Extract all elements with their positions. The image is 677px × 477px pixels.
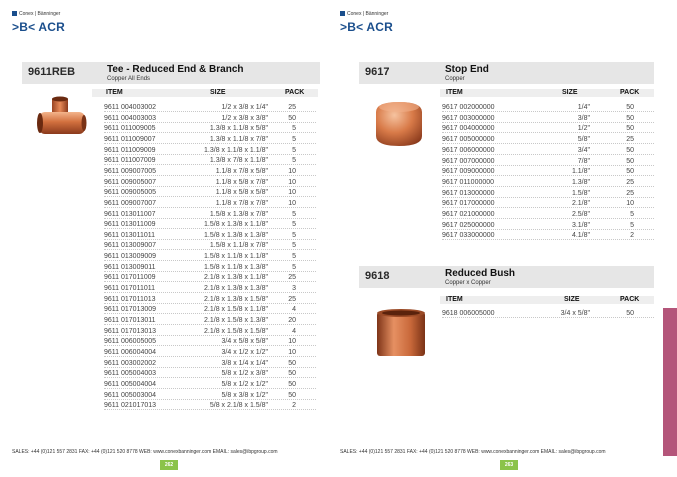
row-dotted-leader — [104, 345, 316, 346]
logo-square-icon — [12, 11, 17, 16]
brand-bottom-text: >B< ACR — [340, 20, 393, 34]
product-header-9611reb — [22, 62, 320, 84]
row-dotted-leader — [442, 229, 654, 230]
cell-item: 9611 009007005 — [104, 167, 157, 175]
cell-size: 1.5/8 x 1.3/8 x 1.1/8" — [204, 221, 268, 229]
cell-pack: 50 — [288, 114, 296, 122]
cell-item: 9611 013011007 — [104, 210, 156, 218]
cell-item: 9611 005003004 — [104, 391, 157, 399]
row-dotted-leader — [104, 377, 316, 378]
cell-size: 2.1/8 x 1.5/8 x 1.3/8" — [204, 317, 268, 324]
col-header-item: ITEM — [446, 89, 463, 96]
cell-pack: 50 — [626, 310, 634, 317]
footer-contact-left: SALES: +44 (0)121 557 2831 FAX: +44 (0)121 520 8778 WEB: www.conexbanninger.com EMAIL: sales@ibpgroup.com — [12, 449, 278, 455]
table-row — [104, 179, 316, 189]
table-row — [442, 200, 654, 210]
product-code: 9618 — [365, 270, 390, 282]
row-dotted-leader — [104, 164, 316, 165]
cell-pack: 50 — [288, 370, 296, 378]
cell-pack: 10 — [288, 338, 296, 346]
table-row — [442, 232, 654, 242]
cell-pack: 5 — [292, 210, 296, 218]
col-header-pack: PACK — [620, 89, 640, 96]
cell-item: 9617 006000000 — [442, 146, 495, 154]
brand-bottom-text: >B< ACR — [12, 20, 65, 34]
cell-item: 9617 021000000 — [442, 211, 495, 218]
cell-item: 9611 009007007 — [104, 199, 157, 207]
row-dotted-leader — [104, 239, 316, 240]
row-dotted-leader — [442, 165, 654, 166]
cell-size: 2.1/8 x 1.5/8 x 1.5/8" — [204, 327, 268, 335]
cell-pack: 5 — [292, 253, 296, 261]
cell-size: 1.5/8 x 1.3/8 x 7/8" — [209, 210, 268, 218]
cell-pack: 5 — [292, 157, 296, 165]
cell-item: 9611 011009005 — [104, 125, 156, 133]
table-row — [104, 349, 316, 359]
product-subtitle: Copper — [445, 76, 465, 82]
table-row — [104, 221, 316, 231]
table-row — [104, 392, 316, 402]
row-dotted-leader — [104, 228, 316, 229]
row-dotted-leader — [442, 111, 654, 112]
cell-size: 1.5/8 x 1.1/8 x 1.1/8" — [204, 253, 268, 261]
table-row — [104, 211, 316, 221]
table-row — [442, 115, 654, 125]
table-row — [442, 104, 654, 114]
table-row — [104, 328, 316, 338]
cell-item: 9617 017000000 — [442, 200, 495, 208]
row-dotted-leader — [104, 324, 316, 325]
cell-pack: 2 — [292, 402, 296, 410]
row-dotted-leader — [104, 292, 316, 293]
cell-size: 5/8 x 1/2 x 1/2" — [221, 380, 268, 388]
cell-size: 1/2 x 3/8 x 1/4" — [221, 104, 268, 111]
row-dotted-leader — [104, 281, 316, 282]
table-row — [104, 168, 316, 178]
table-row — [104, 370, 316, 380]
cell-size: 2.1/8 x 1.5/8 x 1.1/8" — [204, 306, 268, 314]
row-dotted-leader — [104, 122, 316, 123]
cell-pack: 10 — [288, 189, 296, 197]
table-row — [104, 242, 316, 252]
table-row — [104, 189, 316, 199]
row-dotted-leader — [104, 196, 316, 197]
footer-contact-right: SALES: +44 (0)121 557 2831 FAX: +44 (0)121 520 8778 WEB: www.conexbanninger.com EMAIL: sales@ibpgroup.com — [340, 449, 606, 455]
cell-item: 9611 013011011 — [104, 231, 155, 239]
cell-size: 5/8 x 1/2 x 3/8" — [221, 370, 268, 378]
table-row — [104, 381, 316, 391]
cell-pack: 5 — [292, 242, 296, 250]
cell-size: 2.1/8 x 1.3/8 x 1.3/8" — [204, 285, 268, 293]
row-dotted-leader — [442, 154, 654, 155]
cell-pack: 50 — [626, 125, 634, 133]
table-row — [442, 147, 654, 157]
cell-size: 1.3/8" — [571, 178, 590, 186]
cell-pack: 25 — [626, 136, 634, 144]
cell-size: 3/4" — [577, 146, 590, 154]
table-row — [442, 211, 654, 221]
cell-item: 9611 017013011 — [104, 317, 156, 324]
cell-pack: 5 — [292, 146, 296, 154]
col-header-pack: PACK — [285, 89, 305, 96]
cell-pack: 3 — [292, 285, 296, 293]
cell-pack: 25 — [288, 274, 296, 282]
row-dotted-leader — [104, 409, 316, 410]
row-dotted-leader — [104, 175, 316, 176]
table-row — [104, 253, 316, 263]
cell-pack: 2 — [630, 232, 634, 240]
table-row — [104, 285, 316, 295]
brand-top-text: Conex | Bänninger — [347, 11, 389, 17]
cell-item: 9611 013011009 — [104, 221, 156, 229]
row-dotted-leader — [442, 218, 654, 219]
cell-size: 1.3/8 x 1.1/8 x 1.1/8" — [204, 146, 268, 154]
cell-item: 9611 021017013 — [104, 402, 157, 410]
table-row — [442, 168, 654, 178]
col-header-size: SIZE — [564, 296, 580, 303]
cell-pack: 10 — [288, 178, 296, 186]
cell-pack: 10 — [626, 200, 634, 208]
table-header-9618 — [440, 296, 654, 304]
table-header-left — [92, 89, 318, 97]
cell-item: 9617 011000000 — [442, 178, 495, 186]
row-dotted-leader — [104, 249, 316, 250]
cell-size: 3.1/8" — [571, 221, 590, 229]
cell-item: 9617 013000000 — [442, 189, 495, 197]
table-row — [104, 317, 316, 327]
product-code: 9617 — [365, 66, 390, 78]
col-header-item: ITEM — [446, 296, 463, 303]
table-row — [442, 136, 654, 146]
row-dotted-leader — [104, 132, 316, 133]
table-row — [104, 360, 316, 370]
table-row — [104, 157, 316, 167]
row-dotted-leader — [104, 367, 316, 368]
cell-item: 9611 017011009 — [104, 274, 156, 282]
cell-pack: 20 — [288, 317, 296, 324]
row-dotted-leader — [104, 399, 316, 400]
cell-size: 5/8 x 3/8 x 1/2" — [221, 391, 268, 399]
stop-end-image — [370, 98, 428, 150]
cell-item: 9617 002000000 — [442, 104, 495, 111]
cell-item: 9611 004003003 — [104, 114, 157, 122]
cell-size: 1/2 x 3/8 x 3/8" — [221, 114, 268, 122]
row-dotted-leader — [442, 143, 654, 144]
cell-size: 1.3/8 x 7/8 x 1.1/8" — [209, 157, 268, 165]
cell-item: 9617 025000000 — [442, 221, 495, 229]
cell-pack: 50 — [626, 104, 634, 111]
cell-item: 9617 007000000 — [442, 157, 495, 165]
cell-pack: 50 — [626, 146, 634, 154]
row-dotted-leader — [442, 239, 654, 240]
table-row — [104, 306, 316, 316]
cell-item: 9611 013009011 — [104, 263, 156, 271]
cell-pack: 5 — [292, 263, 296, 271]
table-row — [442, 310, 654, 320]
cell-size: 3/8" — [577, 114, 590, 122]
cell-pack: 5 — [292, 135, 296, 143]
product-subtitle: Copper All Ends — [107, 76, 151, 82]
logo-square-icon — [340, 11, 345, 16]
cell-pack: 4 — [292, 306, 296, 314]
cell-size: 1.1/8 x 7/8 x 5/8" — [215, 167, 268, 175]
row-dotted-leader — [442, 197, 654, 198]
table-row — [104, 136, 316, 146]
row-dotted-leader — [104, 335, 316, 336]
cell-size: 1.5/8 x 1.1/8 x 7/8" — [209, 242, 268, 250]
cell-pack: 5 — [292, 231, 296, 239]
col-header-item: ITEM — [106, 89, 123, 96]
table-row — [104, 115, 316, 125]
row-dotted-leader — [104, 388, 316, 389]
cell-pack: 10 — [288, 348, 296, 356]
product-title: Tee - Reduced End & Branch — [107, 64, 244, 75]
cell-item: 9611 009005007 — [104, 178, 157, 186]
row-dotted-leader — [104, 154, 316, 155]
cell-item: 9611 017011013 — [104, 295, 156, 303]
table-row — [104, 232, 316, 242]
cell-size: 2.1/8" — [571, 200, 590, 208]
row-dotted-leader — [104, 303, 316, 304]
cell-size: 5/8" — [577, 136, 590, 144]
product-title: Reduced Bush — [445, 268, 516, 279]
cell-size: 1.5/8" — [571, 189, 590, 197]
cell-pack: 10 — [288, 167, 296, 175]
row-dotted-leader — [104, 271, 316, 272]
cell-pack: 25 — [288, 295, 296, 303]
cell-pack: 5 — [630, 211, 634, 218]
table-row — [442, 222, 654, 232]
cell-pack: 50 — [288, 391, 296, 399]
brand-logo — [12, 11, 102, 37]
cell-pack: 25 — [288, 104, 296, 111]
cell-pack: 50 — [288, 359, 296, 367]
cell-size: 4.1/8" — [571, 232, 590, 240]
row-dotted-leader — [442, 317, 654, 318]
brand-logo-right — [340, 11, 430, 37]
table-row — [104, 147, 316, 157]
cell-size: 1.3/8 x 1.1/8 x 5/8" — [209, 125, 268, 133]
table-row — [104, 402, 316, 412]
cell-pack: 4 — [292, 327, 296, 335]
cell-size: 1.5/8 x 1.1/8 x 1.3/8" — [204, 263, 268, 271]
row-dotted-leader — [104, 111, 316, 112]
cell-size: 1.1/8" — [571, 168, 590, 176]
cell-item: 9611 011007009 — [104, 157, 156, 165]
table-row — [104, 104, 316, 114]
page-number-left: 262 — [160, 460, 178, 470]
cell-size: 3/4 x 5/8 x 5/8" — [221, 338, 268, 346]
row-dotted-leader — [104, 313, 316, 314]
cell-item: 9611 011009007 — [104, 135, 156, 143]
cell-item: 9611 009005005 — [104, 189, 157, 197]
table-header-9617 — [440, 89, 654, 97]
cell-pack: 5 — [292, 221, 296, 229]
table-row — [104, 264, 316, 274]
table-row — [442, 158, 654, 168]
table-row — [442, 190, 654, 200]
section-color-tab — [663, 308, 677, 456]
cell-pack: 25 — [626, 189, 634, 197]
row-dotted-leader — [442, 122, 654, 123]
cell-item: 9618 006005000 — [442, 310, 495, 317]
table-row — [442, 125, 654, 135]
table-row — [104, 274, 316, 284]
cell-item: 9611 003002002 — [104, 359, 157, 367]
row-dotted-leader — [104, 356, 316, 357]
cell-pack: 50 — [626, 157, 634, 165]
cell-item: 9611 013009009 — [104, 253, 157, 261]
page-number-right: 263 — [500, 460, 518, 470]
cell-size: 2.1/8 x 1.3/8 x 1.1/8" — [204, 274, 268, 282]
cell-size: 1/2" — [577, 125, 590, 133]
cell-pack: 50 — [288, 380, 296, 388]
cell-size: 1.1/8 x 7/8 x 7/8" — [215, 199, 268, 207]
product-title: Stop End — [445, 64, 489, 75]
row-dotted-leader — [442, 175, 654, 176]
cell-item: 9617 009000000 — [442, 168, 495, 176]
cell-size: 1.5/8 x 1.3/8 x 1.3/8" — [204, 231, 268, 239]
cell-item: 9611 017013009 — [104, 306, 157, 314]
cell-size: 1.1/8 x 5/8 x 7/8" — [215, 178, 268, 186]
cell-pack: 50 — [626, 168, 634, 176]
cell-pack: 5 — [630, 221, 634, 229]
table-row — [442, 179, 654, 189]
row-dotted-leader — [104, 260, 316, 261]
cell-item: 9611 005004004 — [104, 380, 157, 388]
table-row — [104, 338, 316, 348]
cell-size: 2.1/8 x 1.3/8 x 1.5/8" — [204, 295, 268, 303]
cell-pack: 25 — [626, 178, 634, 186]
tee-fitting-image — [36, 96, 88, 140]
col-header-pack: PACK — [620, 296, 640, 303]
cell-item: 9617 003000000 — [442, 114, 495, 122]
row-dotted-leader — [104, 143, 316, 144]
product-code: 9611REB — [28, 66, 76, 78]
cell-item: 9617 033000000 — [442, 232, 495, 240]
cell-pack: 10 — [288, 199, 296, 207]
cell-item: 9611 017013013 — [104, 327, 157, 335]
cell-size: 2.5/8" — [571, 211, 590, 218]
cell-size: 3/4 x 5/8" — [560, 310, 590, 317]
cell-pack: 50 — [626, 114, 634, 122]
cell-item: 9611 004003002 — [104, 104, 157, 111]
cell-item: 9611 006004004 — [104, 348, 157, 356]
table-row — [104, 200, 316, 210]
row-dotted-leader — [442, 207, 654, 208]
row-dotted-leader — [442, 186, 654, 187]
cell-size: 3/8 x 1/4 x 1/4" — [221, 359, 268, 367]
product-header-9617 — [359, 62, 654, 84]
product-subtitle: Copper x Copper — [445, 280, 491, 286]
table-row — [104, 125, 316, 135]
cell-size: 1.3/8 x 1.1/8 x 7/8" — [209, 135, 268, 143]
row-dotted-leader — [104, 218, 316, 219]
cell-size: 1/4" — [577, 104, 590, 111]
row-dotted-leader — [104, 186, 316, 187]
cell-item: 9611 017011011 — [104, 285, 155, 293]
cell-item: 9617 005000000 — [442, 136, 495, 144]
cell-size: 1.1/8 x 5/8 x 5/8" — [215, 189, 268, 197]
reduced-bush-image — [374, 306, 428, 360]
cell-size: 7/8" — [577, 157, 590, 165]
cell-item: 9611 006005005 — [104, 338, 157, 346]
product-header-9618 — [359, 266, 654, 288]
cell-item: 9611 005004003 — [104, 370, 157, 378]
cell-item: 9611 011009009 — [104, 146, 156, 154]
cell-pack: 5 — [292, 125, 296, 133]
row-dotted-leader — [104, 207, 316, 208]
cell-size: 5/8 x 2.1/8 x 1.5/8" — [209, 402, 268, 410]
cell-item: 9617 004000000 — [442, 125, 495, 133]
col-header-size: SIZE — [562, 89, 578, 96]
brand-top-text: Conex | Bänninger — [19, 11, 61, 17]
row-dotted-leader — [442, 132, 654, 133]
cell-item: 9611 013009007 — [104, 242, 157, 250]
col-header-size: SIZE — [210, 89, 226, 96]
table-row — [104, 296, 316, 306]
cell-size: 3/4 x 1/2 x 1/2" — [221, 348, 268, 356]
